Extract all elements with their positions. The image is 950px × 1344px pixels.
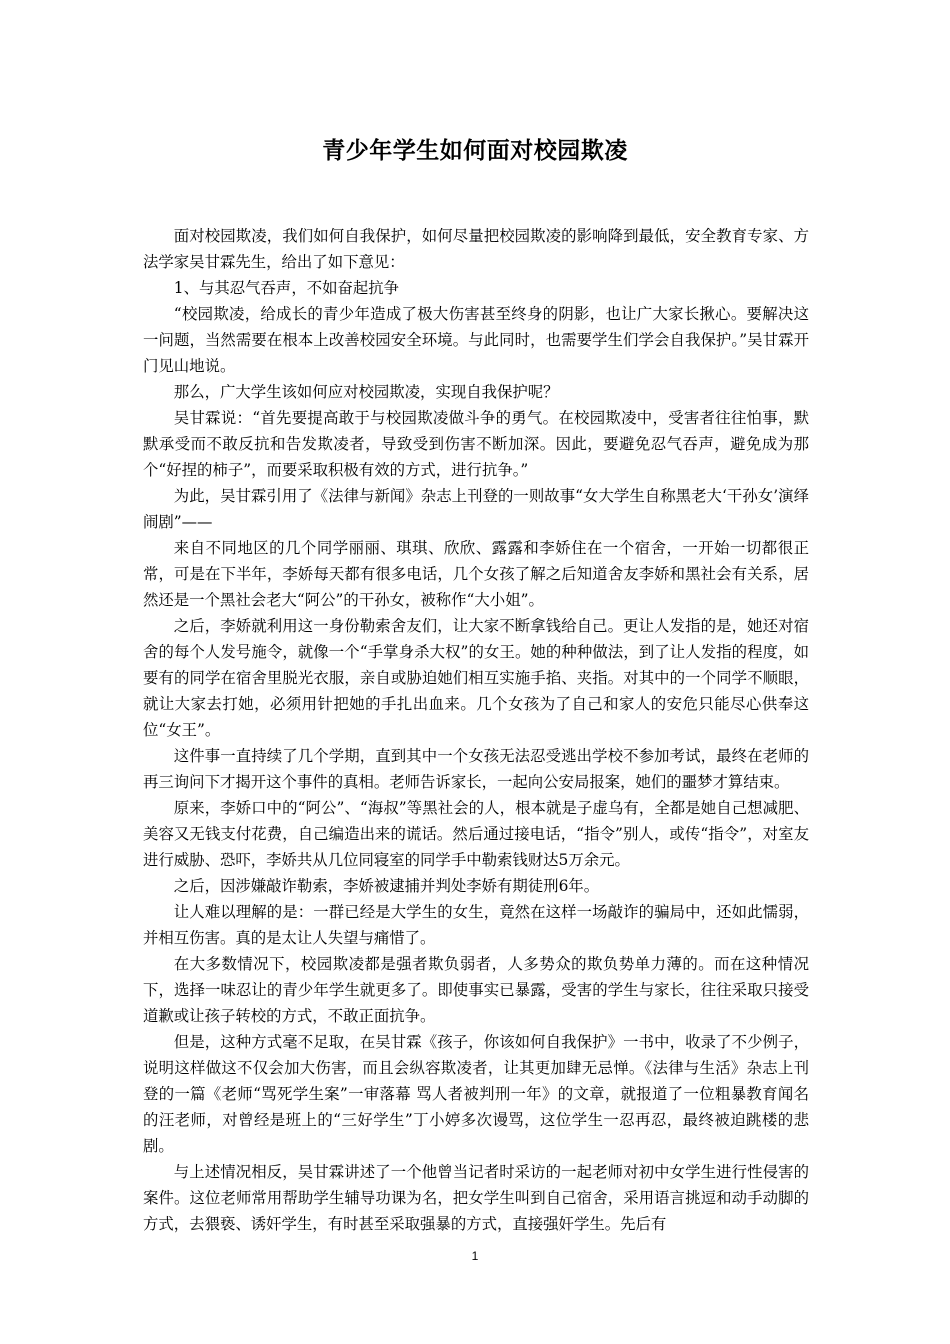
document-title: 青少年学生如何面对校园欺凌	[322, 138, 628, 164]
paragraph: 来自不同地区的几个同学丽丽、琪琪、欣欣、露露和李娇住在一个宿舍，一开始一切都很正常，可是在下半年，李娇每天都有很多电话，几个女孩了解之后知道舍友李娇和黑社会有关系，居然还是一个黑社会老大“阿公”的干孙女，被称作“大小姐”。	[143, 539, 809, 609]
paragraph: 之后，李娇就利用这一身份勒索舍友们，让大家不断拿钱给自己。更让人发指的是，她还对宿舍的每个人发号施令，就像一个“手掌身杀大权”的女王。她的种种做法，到了让人发指的程度，如要有的同学在宿舍里脱光衣服，亲自或胁迫她们相互实施手掐、夹指。对其中的一个同学不顺眼，就让大家去打她，必须用针把她的手扎出血来。几个女孩为了自己和家人的安危只能尽心供奉这位“女王”。	[143, 617, 809, 739]
paragraph: 但是，这种方式毫不足取，在吴甘霖《孩子，你该如何自我保护》一书中，收录了不少例子，说明这样做这不仅会加大伤害，而且会纵容欺凌者，让其更加肆无忌惮。《法律与生活》杂志上刊登的一篇《老师“骂死学生案”一审落幕 骂人者被判刑一年》的文章，就报道了一位粗暴教育闻名的汪老师，对曾经是班上的“三好学生”丁小婷多次谩骂，这位学生一忍再忍，最终被迫跳楼的悲剧。	[143, 1033, 809, 1155]
paragraph: 为此，吴甘霖引用了《法律与新闻》杂志上刊登的一则故事“女大学生自称黑老大‘干孙女’演绎闹剧”——	[143, 487, 809, 531]
paragraph: 面对校园欺凌，我们如何自我保护，如何尽量把校园欺凌的影响降到最低，安全教育专家、方法学家吴甘霖先生，给出了如下意见：	[143, 227, 809, 271]
paragraph: 吴甘霖说：“首先要提高敢于与校园欺凌做斗争的勇气。在校园欺凌中，受害者往往怕事，默默承受而不敢反抗和告发欺凌者，导致受到伤害不断加深。因此，要避免忍气吞声，避免成为那个“好捏的柿子”，而要采取积极有效的方式，进行抗争。”	[143, 409, 809, 479]
paragraph: 让人难以理解的是：一群已经是大学生的女生，竟然在这样一场敲诈的骗局中，还如此懦弱，并相互伤害。真的是太让人失望与痛惜了。	[143, 903, 809, 947]
paragraph: “校园欺凌，给成长的青少年造成了极大伤害甚至终身的阴影，也让广大家长揪心。要解决这一问题，当然需要在根本上改善校园安全环境。与此同时，也需要学生们学会自我保护。”吴甘霖开门见山地说。	[143, 305, 809, 375]
paragraph: 之后，因涉嫌敲诈勒索，李娇被逮捕并判处李娇有期徒刑6年。	[173, 877, 600, 895]
paragraph: 1、与其忍气吞声，不如奋起抗争	[173, 279, 400, 297]
page-number: 1	[471, 1249, 479, 1263]
paragraph: 那么，广大学生该如何应对校园欺凌，实现自我保护呢？	[173, 383, 559, 401]
paragraph: 在大多数情况下，校园欺凌都是强者欺负弱者，人多势众的欺负势单力薄的。而在这种情况下，选择一味忍让的青少年学生就更多了。即使事实已暴露，受害的学生与家长，往往采取只接受道歉或让孩子转校的方式，不敢正面抗争。	[143, 955, 809, 1025]
document-body	[143, 223, 809, 1237]
paragraph: 与上述情况相反，吴甘霖讲述了一个他曾当记者时采访的一起老师对初中女学生进行性侵害的案件。这位老师常用帮助学生辅导功课为名，把女学生叫到自己宿舍，采用语言挑逗和动手动脚的方式，去猥亵、诱奸学生，有时甚至采取强暴的方式，直接强奸学生。先后有	[143, 1163, 809, 1233]
paragraph: 这件事一直持续了几个学期，直到其中一个女孩无法忍受逃出学校不参加考试，最终在老师的再三询问下才揭开这个事件的真相。老师告诉家长，一起向公安局报案，她们的噩梦才算结束。	[143, 747, 809, 791]
paragraph: 原来，李娇口中的“阿公”、“海叔”等黑社会的人，根本就是子虚乌有，全都是她自己想减肥、美容又无钱支付花费，自己编造出来的谎话。然后通过接电话，“指令”别人，或传“指令”，对室友进行威胁、恐吓，李娇共从几位同寝室的同学手中勒索钱财达5万余元。	[143, 799, 809, 869]
